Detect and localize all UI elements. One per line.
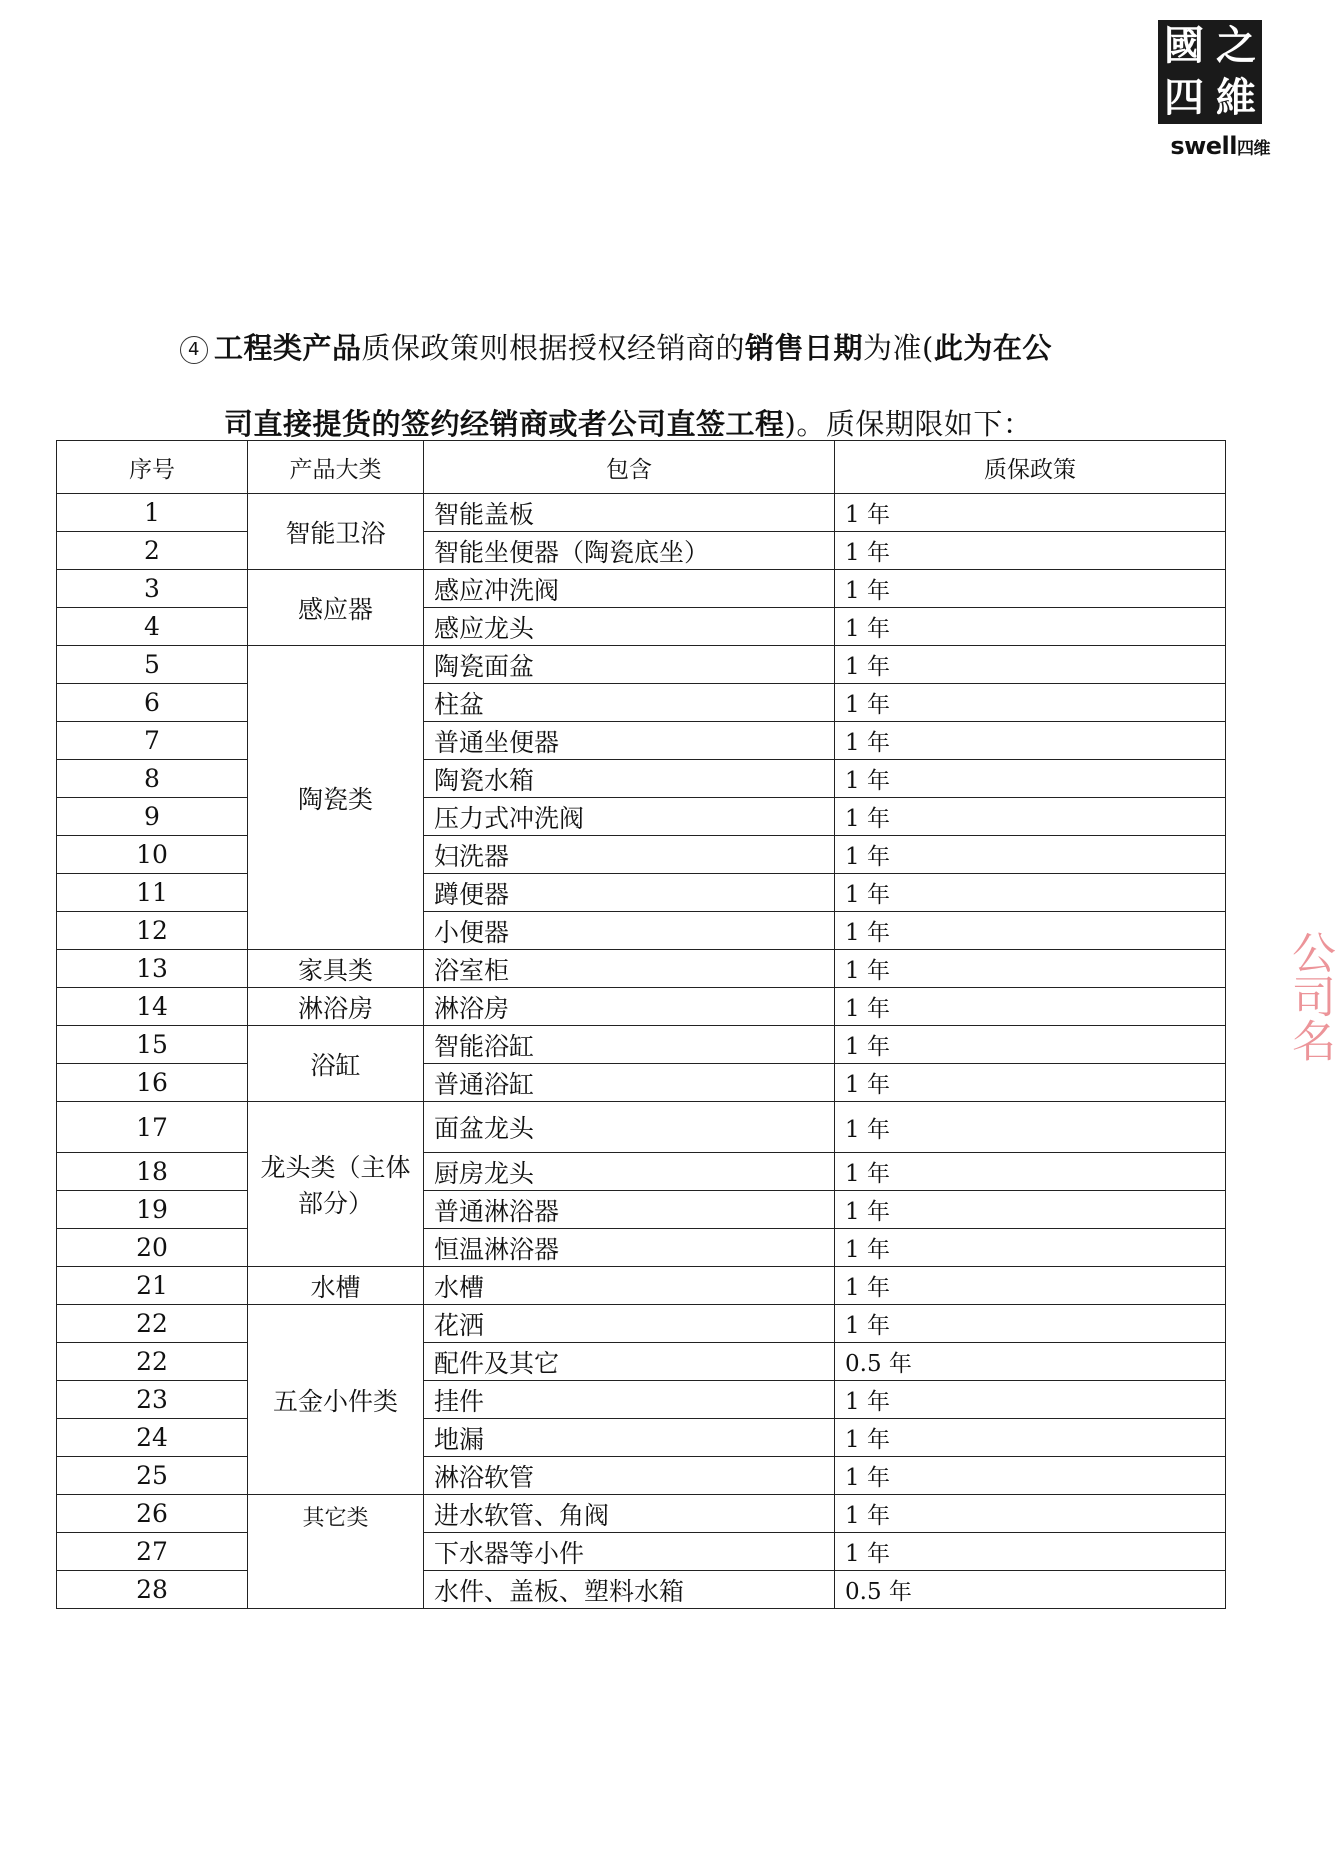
- row-policy: 1 年: [835, 1533, 1226, 1571]
- row-category: 陶瓷类: [248, 646, 424, 950]
- table-row: [57, 1533, 1226, 1571]
- table-row: [57, 1305, 1226, 1343]
- row-number: 20: [57, 1229, 248, 1267]
- heading-bold-1: 工程类产品: [214, 331, 362, 365]
- table-row: [57, 836, 1226, 874]
- row-item: 感应龙头: [424, 608, 835, 646]
- row-policy: 1 年: [835, 1305, 1226, 1343]
- row-number: 13: [57, 950, 248, 988]
- row-policy: 1 年: [835, 646, 1226, 684]
- row-item: 进水软管、角阀: [424, 1495, 835, 1533]
- row-category: 浴缸: [248, 1026, 424, 1102]
- table-row: [57, 1026, 1226, 1064]
- brand-latin: swell: [1170, 132, 1237, 160]
- row-policy: 1 年: [835, 1026, 1226, 1064]
- row-item: 下水器等小件: [424, 1533, 835, 1571]
- brand-cn: 四维: [1237, 139, 1270, 159]
- row-number: 11: [57, 874, 248, 912]
- row-number: 23: [57, 1381, 248, 1419]
- table-row: [57, 570, 1226, 608]
- warranty-table: [56, 440, 1226, 1609]
- row-policy: 1 年: [835, 912, 1226, 950]
- row-policy: 1 年: [835, 1064, 1226, 1102]
- row-item: 压力式冲洗阀: [424, 798, 835, 836]
- row-item: 厨房龙头: [424, 1153, 835, 1191]
- row-number: 4: [57, 608, 248, 646]
- row-number: 19: [57, 1191, 248, 1229]
- row-policy: 1 年: [835, 798, 1226, 836]
- row-item: 浴室柜: [424, 950, 835, 988]
- row-policy: 1 年: [835, 532, 1226, 570]
- row-number: 7: [57, 722, 248, 760]
- table-row: [57, 950, 1226, 988]
- row-item: 淋浴房: [424, 988, 835, 1026]
- red-stamp-mark: 公司名: [1284, 930, 1335, 1062]
- table-row: [57, 1381, 1226, 1419]
- row-number: 9: [57, 798, 248, 836]
- row-number: 1: [57, 494, 248, 532]
- row-category: 水槽: [248, 1267, 424, 1305]
- row-policy: 1 年: [835, 874, 1226, 912]
- row-item: 陶瓷面盆: [424, 646, 835, 684]
- row-item: 面盆龙头: [424, 1102, 835, 1153]
- row-number: 12: [57, 912, 248, 950]
- row-item: 水槽: [424, 1267, 835, 1305]
- row-item: 柱盆: [424, 684, 835, 722]
- table-row: [57, 1343, 1226, 1381]
- row-category: 智能卫浴: [248, 494, 424, 570]
- row-number: 26: [57, 1495, 248, 1533]
- row-category: 家具类: [248, 950, 424, 988]
- table-row: [57, 1153, 1226, 1191]
- table-row: [57, 532, 1226, 570]
- row-category: 其它类: [248, 1495, 424, 1609]
- table-body: [57, 494, 1226, 1609]
- brand-wordmark: [1150, 132, 1270, 160]
- row-policy: 1 年: [835, 1102, 1226, 1153]
- table-row: [57, 608, 1226, 646]
- seal-char: 之: [1216, 22, 1256, 69]
- row-policy: 1 年: [835, 684, 1226, 722]
- row-category: 淋浴房: [248, 988, 424, 1026]
- row-item: 智能浴缸: [424, 1026, 835, 1064]
- row-number: 18: [57, 1153, 248, 1191]
- row-policy: 1 年: [835, 608, 1226, 646]
- row-item: 普通浴缸: [424, 1064, 835, 1102]
- table-row: [57, 1267, 1226, 1305]
- row-policy: 1 年: [835, 760, 1226, 798]
- row-item: 小便器: [424, 912, 835, 950]
- row-number: 2: [57, 532, 248, 570]
- row-policy: 1 年: [835, 950, 1226, 988]
- row-item: 地漏: [424, 1419, 835, 1457]
- heading-text-4: 为准(: [863, 331, 934, 365]
- row-policy: 1 年: [835, 1229, 1226, 1267]
- row-number: 15: [57, 1026, 248, 1064]
- row-number: 14: [57, 988, 248, 1026]
- heading-bold-3: 销售日期: [745, 331, 864, 365]
- seal-char: 維: [1216, 74, 1256, 121]
- table-row: [57, 760, 1226, 798]
- row-item: 妇洗器: [424, 836, 835, 874]
- heading-line-1: [180, 310, 1180, 386]
- table-row: [57, 1191, 1226, 1229]
- row-policy: 1 年: [835, 494, 1226, 532]
- table-row: [57, 1571, 1226, 1609]
- brand-logo: [1150, 20, 1270, 160]
- heading-bold-5: 此为在公: [933, 331, 1052, 365]
- table-row: [57, 1102, 1226, 1153]
- row-number: 3: [57, 570, 248, 608]
- row-policy: 1 年: [835, 1419, 1226, 1457]
- row-item: 智能盖板: [424, 494, 835, 532]
- table-row: [57, 1457, 1226, 1495]
- table-row: [57, 494, 1226, 532]
- seal-char: 國: [1164, 22, 1204, 69]
- row-policy: 1 年: [835, 1267, 1226, 1305]
- row-policy: 1 年: [835, 722, 1226, 760]
- table-row: [57, 1064, 1226, 1102]
- row-policy: 1 年: [835, 1495, 1226, 1533]
- row-category: 感应器: [248, 570, 424, 646]
- row-number: 24: [57, 1419, 248, 1457]
- row-item: 水件、盖板、塑料水箱: [424, 1571, 835, 1609]
- row-item: 普通坐便器: [424, 722, 835, 760]
- row-number: 27: [57, 1533, 248, 1571]
- row-number: 25: [57, 1457, 248, 1495]
- header-no: 序号: [57, 441, 248, 494]
- row-number: 28: [57, 1571, 248, 1609]
- table-row: [57, 874, 1226, 912]
- row-item: 普通淋浴器: [424, 1191, 835, 1229]
- row-policy: 1 年: [835, 570, 1226, 608]
- row-item: 配件及其它: [424, 1343, 835, 1381]
- table-row: [57, 988, 1226, 1026]
- section-number: 4: [180, 336, 208, 364]
- table-row: [57, 722, 1226, 760]
- row-number: 5: [57, 646, 248, 684]
- row-number: 22: [57, 1343, 248, 1381]
- row-number: 17: [57, 1102, 248, 1153]
- row-item: 恒温淋浴器: [424, 1229, 835, 1267]
- row-policy: 1 年: [835, 1381, 1226, 1419]
- row-policy: 1 年: [835, 1191, 1226, 1229]
- table-row: [57, 1419, 1226, 1457]
- header-category: 产品大类: [248, 441, 424, 494]
- table-header-row: [57, 441, 1226, 494]
- row-number: 10: [57, 836, 248, 874]
- row-policy: 1 年: [835, 836, 1226, 874]
- seal-char: 四: [1164, 74, 1204, 121]
- brand-seal: [1158, 20, 1262, 124]
- row-item: 花洒: [424, 1305, 835, 1343]
- row-category: 五金小件类: [248, 1305, 424, 1495]
- row-policy: 0.5 年: [835, 1571, 1226, 1609]
- row-category: 龙头类（主体部分）: [248, 1102, 424, 1267]
- heading-text-2: 质保政策则根据授权经销商的: [361, 331, 746, 365]
- row-number: 21: [57, 1267, 248, 1305]
- row-number: 8: [57, 760, 248, 798]
- header-policy: 质保政策: [835, 441, 1226, 494]
- row-policy: 1 年: [835, 1457, 1226, 1495]
- header-items: 包含: [424, 441, 835, 494]
- row-item: 蹲便器: [424, 874, 835, 912]
- row-number: 6: [57, 684, 248, 722]
- row-policy: 0.5 年: [835, 1343, 1226, 1381]
- table-row: [57, 798, 1226, 836]
- row-number: 22: [57, 1305, 248, 1343]
- row-item: 陶瓷水箱: [424, 760, 835, 798]
- table-row: [57, 646, 1226, 684]
- table-row: [57, 1495, 1226, 1533]
- row-policy: 1 年: [835, 988, 1226, 1026]
- row-item: 挂件: [424, 1381, 835, 1419]
- row-item: 感应冲洗阀: [424, 570, 835, 608]
- table-row: [57, 1229, 1226, 1267]
- table-row: [57, 912, 1226, 950]
- heading-text-7: )。质保期限如下：: [784, 407, 1033, 441]
- row-item: 淋浴软管: [424, 1457, 835, 1495]
- row-item: 智能坐便器（陶瓷底坐）: [424, 532, 835, 570]
- row-number: 16: [57, 1064, 248, 1102]
- row-policy: 1 年: [835, 1153, 1226, 1191]
- table-row: [57, 684, 1226, 722]
- heading-bold-6: 司直接提货的签约经销商或者公司直签工程: [224, 407, 785, 441]
